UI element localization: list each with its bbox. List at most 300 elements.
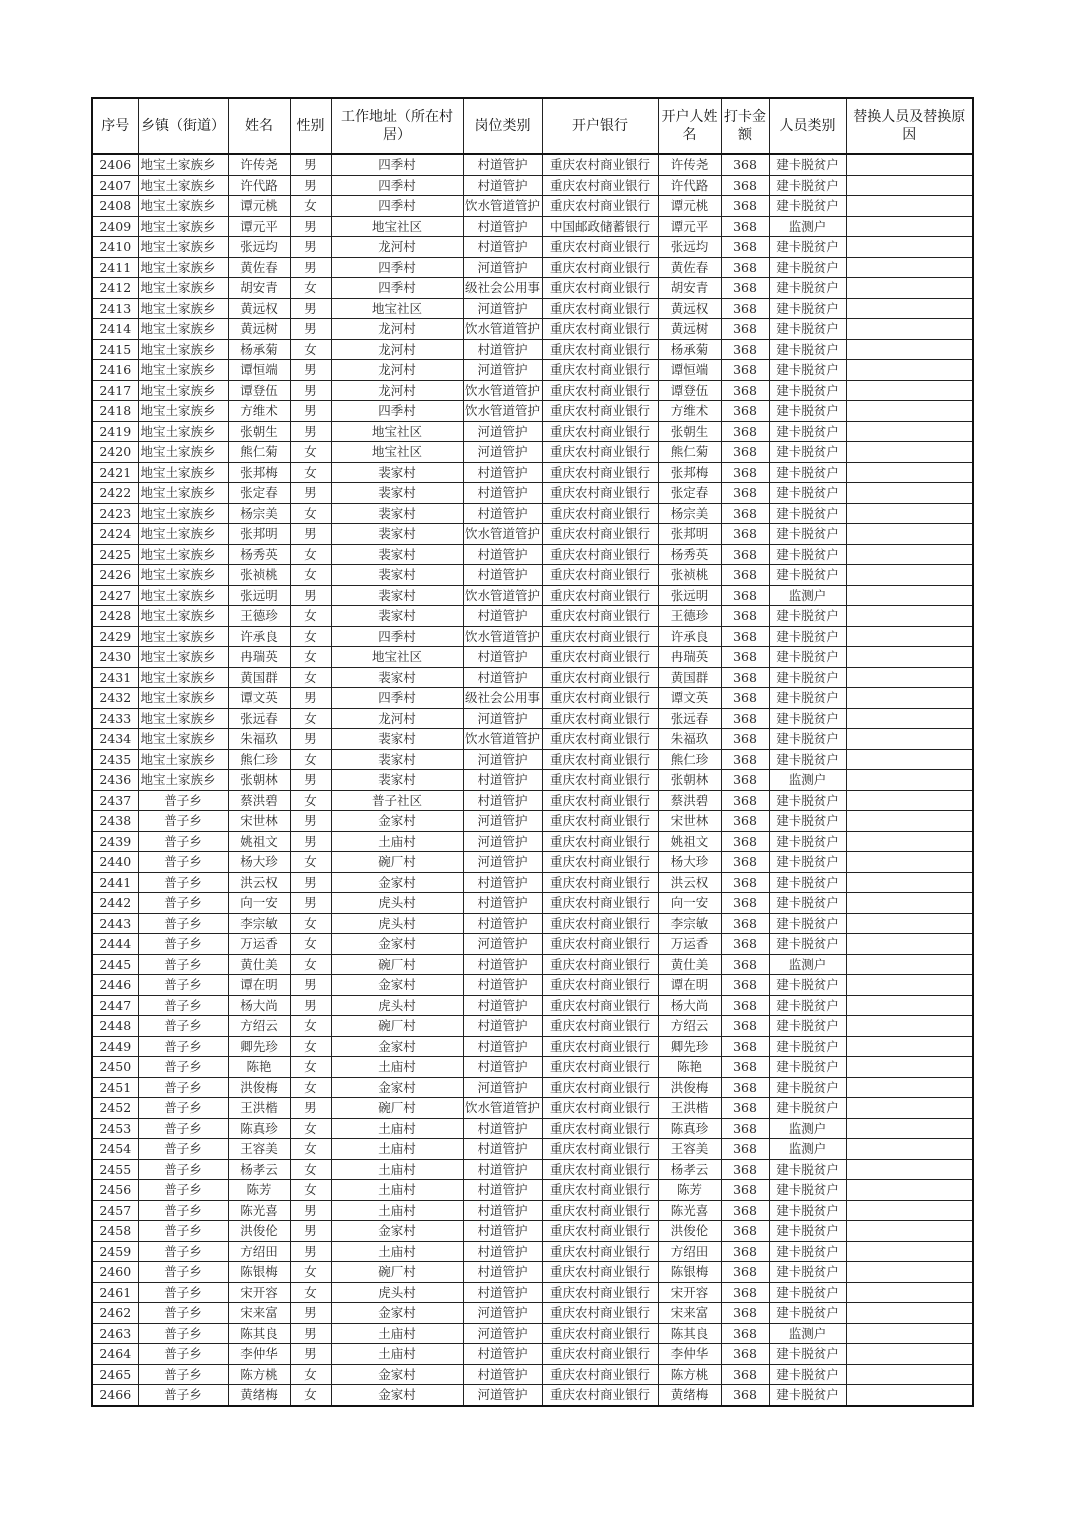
cell-name: 宋来富 [228, 1303, 290, 1324]
cell-gender: 女 [290, 1036, 331, 1057]
cell-person-category: 建卡脱贫户 [769, 175, 846, 196]
cell-work-address: 金家村 [331, 1364, 463, 1385]
cell-account-holder: 黄佐春 [658, 257, 721, 278]
cell-amount: 368 [721, 1159, 769, 1180]
cell-gender: 女 [290, 1077, 331, 1098]
cell-post-type: 河道管护 [463, 852, 542, 873]
cell-account-holder: 张远明 [658, 585, 721, 606]
cell-account-holder: 洪俊梅 [658, 1077, 721, 1098]
cell-bank: 重庆农村商业银行 [542, 729, 658, 750]
cell-gender: 女 [290, 462, 331, 483]
cell-bank: 重庆农村商业银行 [542, 257, 658, 278]
table-row [92, 1262, 973, 1283]
cell-bank: 重庆农村商业银行 [542, 667, 658, 688]
cell-person-category: 建卡脱贫户 [769, 975, 846, 996]
cell-account-holder: 熊仁珍 [658, 749, 721, 770]
cell-gender: 男 [290, 319, 331, 340]
cell-amount: 368 [721, 298, 769, 319]
cell-replacement-reason [846, 790, 973, 811]
cell-post-type: 饮水管道管护 [463, 380, 542, 401]
cell-person-category: 建卡脱贫户 [769, 934, 846, 955]
table-row [92, 1159, 973, 1180]
cell-gender: 女 [290, 1364, 331, 1385]
cell-account-holder: 陈艳 [658, 1057, 721, 1078]
cell-post-type: 村道管护 [463, 483, 542, 504]
cell-bank: 重庆农村商业银行 [542, 1262, 658, 1283]
cell-amount: 368 [721, 360, 769, 381]
cell-replacement-reason [846, 1139, 973, 1160]
table-row [92, 790, 973, 811]
cell-person-category: 建卡脱贫户 [769, 1016, 846, 1037]
cell-township: 地宝土家族乡 [138, 319, 228, 340]
cell-bank: 重庆农村商业银行 [542, 565, 658, 586]
table-row [92, 831, 973, 852]
cell-amount: 368 [721, 380, 769, 401]
cell-work-address: 金家村 [331, 1077, 463, 1098]
cell-township: 普子乡 [138, 893, 228, 914]
cell-township: 普子乡 [138, 1036, 228, 1057]
cell-bank: 重庆农村商业银行 [542, 913, 658, 934]
cell-work-address: 土庙村 [331, 1323, 463, 1344]
cell-account-holder: 杨秀英 [658, 544, 721, 565]
cell-serial-no: 2461 [92, 1282, 138, 1303]
cell-post-type: 河道管护 [463, 831, 542, 852]
cell-name: 洪云权 [228, 872, 290, 893]
cell-work-address: 虎头村 [331, 1282, 463, 1303]
cell-gender: 女 [290, 1057, 331, 1078]
cell-amount: 368 [721, 1200, 769, 1221]
cell-gender: 女 [290, 913, 331, 934]
table-row [92, 1098, 973, 1119]
cell-amount: 368 [721, 995, 769, 1016]
cell-bank: 重庆农村商业银行 [542, 1098, 658, 1119]
cell-account-holder: 卿先珍 [658, 1036, 721, 1057]
cell-post-type: 村道管护 [463, 647, 542, 668]
cell-account-holder: 张邦梅 [658, 462, 721, 483]
cell-post-type: 河道管护 [463, 811, 542, 832]
cell-work-address: 四季村 [331, 626, 463, 647]
cell-account-holder: 宋开容 [658, 1282, 721, 1303]
cell-amount: 368 [721, 852, 769, 873]
cell-person-category: 建卡脱贫户 [769, 729, 846, 750]
table-row [92, 257, 973, 278]
cell-amount: 368 [721, 154, 769, 175]
cell-work-address: 龙河村 [331, 319, 463, 340]
cell-name: 许代路 [228, 175, 290, 196]
cell-bank: 重庆农村商业银行 [542, 954, 658, 975]
cell-gender: 男 [290, 1200, 331, 1221]
cell-serial-no: 2411 [92, 257, 138, 278]
cell-account-holder: 张朝生 [658, 421, 721, 442]
cell-person-category: 建卡脱贫户 [769, 257, 846, 278]
cell-replacement-reason [846, 483, 973, 504]
table-row [92, 1139, 973, 1160]
cell-replacement-reason [846, 421, 973, 442]
cell-serial-no: 2415 [92, 339, 138, 360]
cell-replacement-reason [846, 995, 973, 1016]
cell-bank: 重庆农村商业银行 [542, 319, 658, 340]
cell-amount: 368 [721, 1118, 769, 1139]
cell-gender: 男 [290, 585, 331, 606]
cell-bank: 重庆农村商业银行 [542, 770, 658, 791]
cell-serial-no: 2466 [92, 1385, 138, 1406]
table-row [92, 1221, 973, 1242]
cell-account-holder: 方绍田 [658, 1241, 721, 1262]
cell-serial-no: 2425 [92, 544, 138, 565]
cell-account-holder: 陈芳 [658, 1180, 721, 1201]
table-row [92, 298, 973, 319]
table-row [92, 1036, 973, 1057]
cell-bank: 重庆农村商业银行 [542, 790, 658, 811]
cell-account-holder: 黄远树 [658, 319, 721, 340]
cell-bank: 重庆农村商业银行 [542, 749, 658, 770]
cell-serial-no: 2448 [92, 1016, 138, 1037]
cell-account-holder: 张远春 [658, 708, 721, 729]
table-row [92, 524, 973, 545]
cell-account-holder: 向一安 [658, 893, 721, 914]
cell-work-address: 龙河村 [331, 380, 463, 401]
cell-person-category: 建卡脱贫户 [769, 1098, 846, 1119]
cell-person-category: 建卡脱贫户 [769, 462, 846, 483]
cell-work-address: 土庙村 [331, 1139, 463, 1160]
cell-account-holder: 陈银梅 [658, 1262, 721, 1283]
cell-name: 黄仕美 [228, 954, 290, 975]
cell-serial-no: 2437 [92, 790, 138, 811]
cell-work-address: 金家村 [331, 1385, 463, 1406]
cell-amount: 368 [721, 729, 769, 750]
cell-work-address: 裴家村 [331, 483, 463, 504]
cell-serial-no: 2444 [92, 934, 138, 955]
cell-amount: 368 [721, 1016, 769, 1037]
cell-person-category: 监测户 [769, 1118, 846, 1139]
cell-account-holder: 方维术 [658, 401, 721, 422]
cell-account-holder: 杨宗美 [658, 503, 721, 524]
cell-post-type: 村道管护 [463, 565, 542, 586]
cell-name: 黄绪梅 [228, 1385, 290, 1406]
cell-person-category: 建卡脱贫户 [769, 154, 846, 175]
cell-post-type: 河道管护 [463, 421, 542, 442]
cell-replacement-reason [846, 298, 973, 319]
cell-account-holder: 杨大珍 [658, 852, 721, 873]
cell-township: 地宝土家族乡 [138, 298, 228, 319]
cell-replacement-reason [846, 913, 973, 934]
cell-township: 普子乡 [138, 852, 228, 873]
cell-post-type: 村道管护 [463, 216, 542, 237]
cell-name: 王洪楷 [228, 1098, 290, 1119]
cell-post-type: 村道管护 [463, 1139, 542, 1160]
cell-replacement-reason [846, 1036, 973, 1057]
cell-township: 地宝土家族乡 [138, 216, 228, 237]
cell-work-address: 碗厂村 [331, 1262, 463, 1283]
cell-bank: 重庆农村商业银行 [542, 688, 658, 709]
cell-account-holder: 洪俊伦 [658, 1221, 721, 1242]
cell-person-category: 建卡脱贫户 [769, 339, 846, 360]
header-post-type: 岗位类别 [463, 98, 542, 154]
cell-serial-no: 2417 [92, 380, 138, 401]
cell-replacement-reason [846, 1221, 973, 1242]
cell-township: 地宝土家族乡 [138, 483, 228, 504]
table-row [92, 893, 973, 914]
cell-amount: 368 [721, 421, 769, 442]
cell-name: 杨大珍 [228, 852, 290, 873]
cell-post-type: 村道管护 [463, 995, 542, 1016]
cell-amount: 368 [721, 606, 769, 627]
cell-township: 普子乡 [138, 1241, 228, 1262]
cell-account-holder: 王德珍 [658, 606, 721, 627]
cell-amount: 368 [721, 872, 769, 893]
cell-post-type: 村道管护 [463, 975, 542, 996]
table-row [92, 278, 973, 299]
cell-gender: 女 [290, 626, 331, 647]
cell-replacement-reason [846, 442, 973, 463]
cell-gender: 女 [290, 1139, 331, 1160]
cell-name: 陈芳 [228, 1180, 290, 1201]
cell-account-holder: 谭文英 [658, 688, 721, 709]
cell-gender: 男 [290, 770, 331, 791]
cell-amount: 368 [721, 1282, 769, 1303]
cell-person-category: 建卡脱贫户 [769, 1241, 846, 1262]
cell-township: 地宝土家族乡 [138, 729, 228, 750]
cell-name: 谭文英 [228, 688, 290, 709]
cell-name: 杨宗美 [228, 503, 290, 524]
cell-township: 地宝土家族乡 [138, 708, 228, 729]
cell-township: 普子乡 [138, 913, 228, 934]
cell-post-type: 村道管护 [463, 1262, 542, 1283]
cell-township: 地宝土家族乡 [138, 585, 228, 606]
cell-amount: 368 [721, 319, 769, 340]
cell-serial-no: 2423 [92, 503, 138, 524]
cell-replacement-reason [846, 1057, 973, 1078]
cell-township: 普子乡 [138, 1016, 228, 1037]
cell-account-holder: 熊仁菊 [658, 442, 721, 463]
cell-bank: 重庆农村商业银行 [542, 1323, 658, 1344]
cell-person-category: 建卡脱贫户 [769, 1077, 846, 1098]
cell-work-address: 土庙村 [331, 1344, 463, 1365]
table-row [92, 216, 973, 237]
cell-post-type: 河道管护 [463, 442, 542, 463]
cell-amount: 368 [721, 1241, 769, 1262]
cell-name: 李宗敏 [228, 913, 290, 934]
cell-replacement-reason [846, 811, 973, 832]
cell-gender: 男 [290, 1221, 331, 1242]
cell-account-holder: 张祯桃 [658, 565, 721, 586]
cell-amount: 368 [721, 626, 769, 647]
cell-post-type: 河道管护 [463, 257, 542, 278]
table-row [92, 749, 973, 770]
cell-serial-no: 2447 [92, 995, 138, 1016]
cell-amount: 368 [721, 1180, 769, 1201]
cell-gender: 女 [290, 708, 331, 729]
cell-work-address: 土庙村 [331, 1159, 463, 1180]
cell-name: 张远均 [228, 237, 290, 258]
cell-amount: 368 [721, 893, 769, 914]
table-row [92, 647, 973, 668]
table-row [92, 708, 973, 729]
cell-person-category: 建卡脱贫户 [769, 278, 846, 299]
table-row [92, 975, 973, 996]
cell-work-address: 四季村 [331, 278, 463, 299]
cell-replacement-reason [846, 154, 973, 175]
cell-post-type: 河道管护 [463, 1323, 542, 1344]
cell-account-holder: 谭元平 [658, 216, 721, 237]
cell-bank: 重庆农村商业银行 [542, 975, 658, 996]
cell-account-holder: 李仲华 [658, 1344, 721, 1365]
cell-name: 杨大尚 [228, 995, 290, 1016]
cell-work-address: 四季村 [331, 154, 463, 175]
cell-amount: 368 [721, 462, 769, 483]
cell-township: 地宝土家族乡 [138, 401, 228, 422]
cell-replacement-reason [846, 1118, 973, 1139]
cell-person-category: 建卡脱贫户 [769, 565, 846, 586]
cell-township: 普子乡 [138, 1344, 228, 1365]
cell-township: 普子乡 [138, 790, 228, 811]
cell-name: 黄远权 [228, 298, 290, 319]
cell-township: 普子乡 [138, 872, 228, 893]
cell-serial-no: 2410 [92, 237, 138, 258]
cell-name: 陈银梅 [228, 1262, 290, 1283]
cell-gender: 女 [290, 749, 331, 770]
cell-person-category: 建卡脱贫户 [769, 360, 846, 381]
cell-work-address: 四季村 [331, 257, 463, 278]
cell-work-address: 裴家村 [331, 565, 463, 586]
cell-name: 向一安 [228, 893, 290, 914]
cell-township: 普子乡 [138, 1323, 228, 1344]
cell-name: 万运香 [228, 934, 290, 955]
cell-name: 谭在明 [228, 975, 290, 996]
cell-bank: 重庆农村商业银行 [542, 360, 658, 381]
cell-post-type: 村道管护 [463, 1180, 542, 1201]
cell-post-type: 河道管护 [463, 1385, 542, 1406]
cell-post-type: 河道管护 [463, 298, 542, 319]
cell-post-type: 饮水管道管护 [463, 1098, 542, 1119]
cell-township: 普子乡 [138, 1364, 228, 1385]
cell-serial-no: 2438 [92, 811, 138, 832]
cell-name: 张邦梅 [228, 462, 290, 483]
cell-account-holder: 许代路 [658, 175, 721, 196]
cell-township: 普子乡 [138, 1385, 228, 1406]
cell-person-category: 建卡脱贫户 [769, 503, 846, 524]
table-body [92, 154, 973, 1406]
cell-work-address: 碗厂村 [331, 1098, 463, 1119]
table-row [92, 729, 973, 750]
cell-work-address: 裴家村 [331, 503, 463, 524]
cell-replacement-reason [846, 339, 973, 360]
cell-work-address: 裴家村 [331, 667, 463, 688]
header-row [92, 98, 973, 154]
cell-work-address: 金家村 [331, 811, 463, 832]
cell-amount: 368 [721, 1262, 769, 1283]
cell-gender: 女 [290, 1262, 331, 1283]
cell-bank: 重庆农村商业银行 [542, 606, 658, 627]
cell-replacement-reason [846, 196, 973, 217]
cell-gender: 女 [290, 1159, 331, 1180]
table-row [92, 585, 973, 606]
cell-name: 谭元平 [228, 216, 290, 237]
cell-account-holder: 宋世林 [658, 811, 721, 832]
table-row [92, 565, 973, 586]
cell-township: 普子乡 [138, 954, 228, 975]
cell-township: 地宝土家族乡 [138, 688, 228, 709]
cell-township: 地宝土家族乡 [138, 770, 228, 791]
table-row [92, 442, 973, 463]
cell-township: 普子乡 [138, 1118, 228, 1139]
cell-serial-no: 2451 [92, 1077, 138, 1098]
table-row [92, 1344, 973, 1365]
cell-bank: 重庆农村商业银行 [542, 442, 658, 463]
cell-post-type: 村道管护 [463, 1159, 542, 1180]
cell-replacement-reason [846, 1159, 973, 1180]
cell-replacement-reason [846, 749, 973, 770]
cell-bank: 重庆农村商业银行 [542, 1118, 658, 1139]
cell-post-type: 村道管护 [463, 1364, 542, 1385]
cell-gender: 女 [290, 667, 331, 688]
cell-bank: 重庆农村商业银行 [542, 831, 658, 852]
cell-replacement-reason [846, 1344, 973, 1365]
cell-person-category: 建卡脱贫户 [769, 380, 846, 401]
cell-name: 谭登伍 [228, 380, 290, 401]
cell-gender: 男 [290, 483, 331, 504]
cell-serial-no: 2418 [92, 401, 138, 422]
cell-name: 洪俊梅 [228, 1077, 290, 1098]
cell-gender: 女 [290, 544, 331, 565]
table-row [92, 1057, 973, 1078]
cell-person-category: 建卡脱贫户 [769, 544, 846, 565]
cell-replacement-reason [846, 401, 973, 422]
cell-post-type: 河道管护 [463, 1077, 542, 1098]
cell-township: 地宝土家族乡 [138, 524, 228, 545]
cell-township: 普子乡 [138, 1057, 228, 1078]
cell-person-category: 建卡脱贫户 [769, 831, 846, 852]
cell-township: 地宝土家族乡 [138, 462, 228, 483]
cell-gender: 男 [290, 688, 331, 709]
cell-account-holder: 谭在明 [658, 975, 721, 996]
cell-gender: 男 [290, 175, 331, 196]
cell-bank: 重庆农村商业银行 [542, 462, 658, 483]
cell-township: 地宝土家族乡 [138, 237, 228, 258]
cell-bank: 重庆农村商业银行 [542, 1364, 658, 1385]
cell-work-address: 碗厂村 [331, 852, 463, 873]
cell-post-type: 村道管护 [463, 339, 542, 360]
cell-person-category: 建卡脱贫户 [769, 1036, 846, 1057]
cell-work-address: 普子社区 [331, 790, 463, 811]
cell-serial-no: 2453 [92, 1118, 138, 1139]
cell-replacement-reason [846, 770, 973, 791]
cell-bank: 重庆农村商业银行 [542, 1303, 658, 1324]
cell-person-category: 监测户 [769, 770, 846, 791]
cell-gender: 男 [290, 729, 331, 750]
cell-work-address: 四季村 [331, 688, 463, 709]
cell-amount: 368 [721, 585, 769, 606]
cell-work-address: 土庙村 [331, 831, 463, 852]
cell-serial-no: 2422 [92, 483, 138, 504]
cell-replacement-reason [846, 319, 973, 340]
cell-bank: 重庆农村商业银行 [542, 380, 658, 401]
cell-amount: 368 [721, 196, 769, 217]
cell-township: 普子乡 [138, 975, 228, 996]
cell-gender: 男 [290, 1098, 331, 1119]
cell-account-holder: 陈光喜 [658, 1200, 721, 1221]
personnel-table [91, 97, 974, 1407]
cell-name: 陈光喜 [228, 1200, 290, 1221]
cell-name: 王容美 [228, 1139, 290, 1160]
cell-township: 地宝土家族乡 [138, 606, 228, 627]
cell-person-category: 建卡脱贫户 [769, 319, 846, 340]
cell-person-category: 监测户 [769, 1139, 846, 1160]
cell-person-category: 建卡脱贫户 [769, 1180, 846, 1201]
cell-post-type: 饮水管道管护 [463, 585, 542, 606]
cell-post-type: 村道管护 [463, 1016, 542, 1037]
cell-post-type: 村道管护 [463, 1036, 542, 1057]
